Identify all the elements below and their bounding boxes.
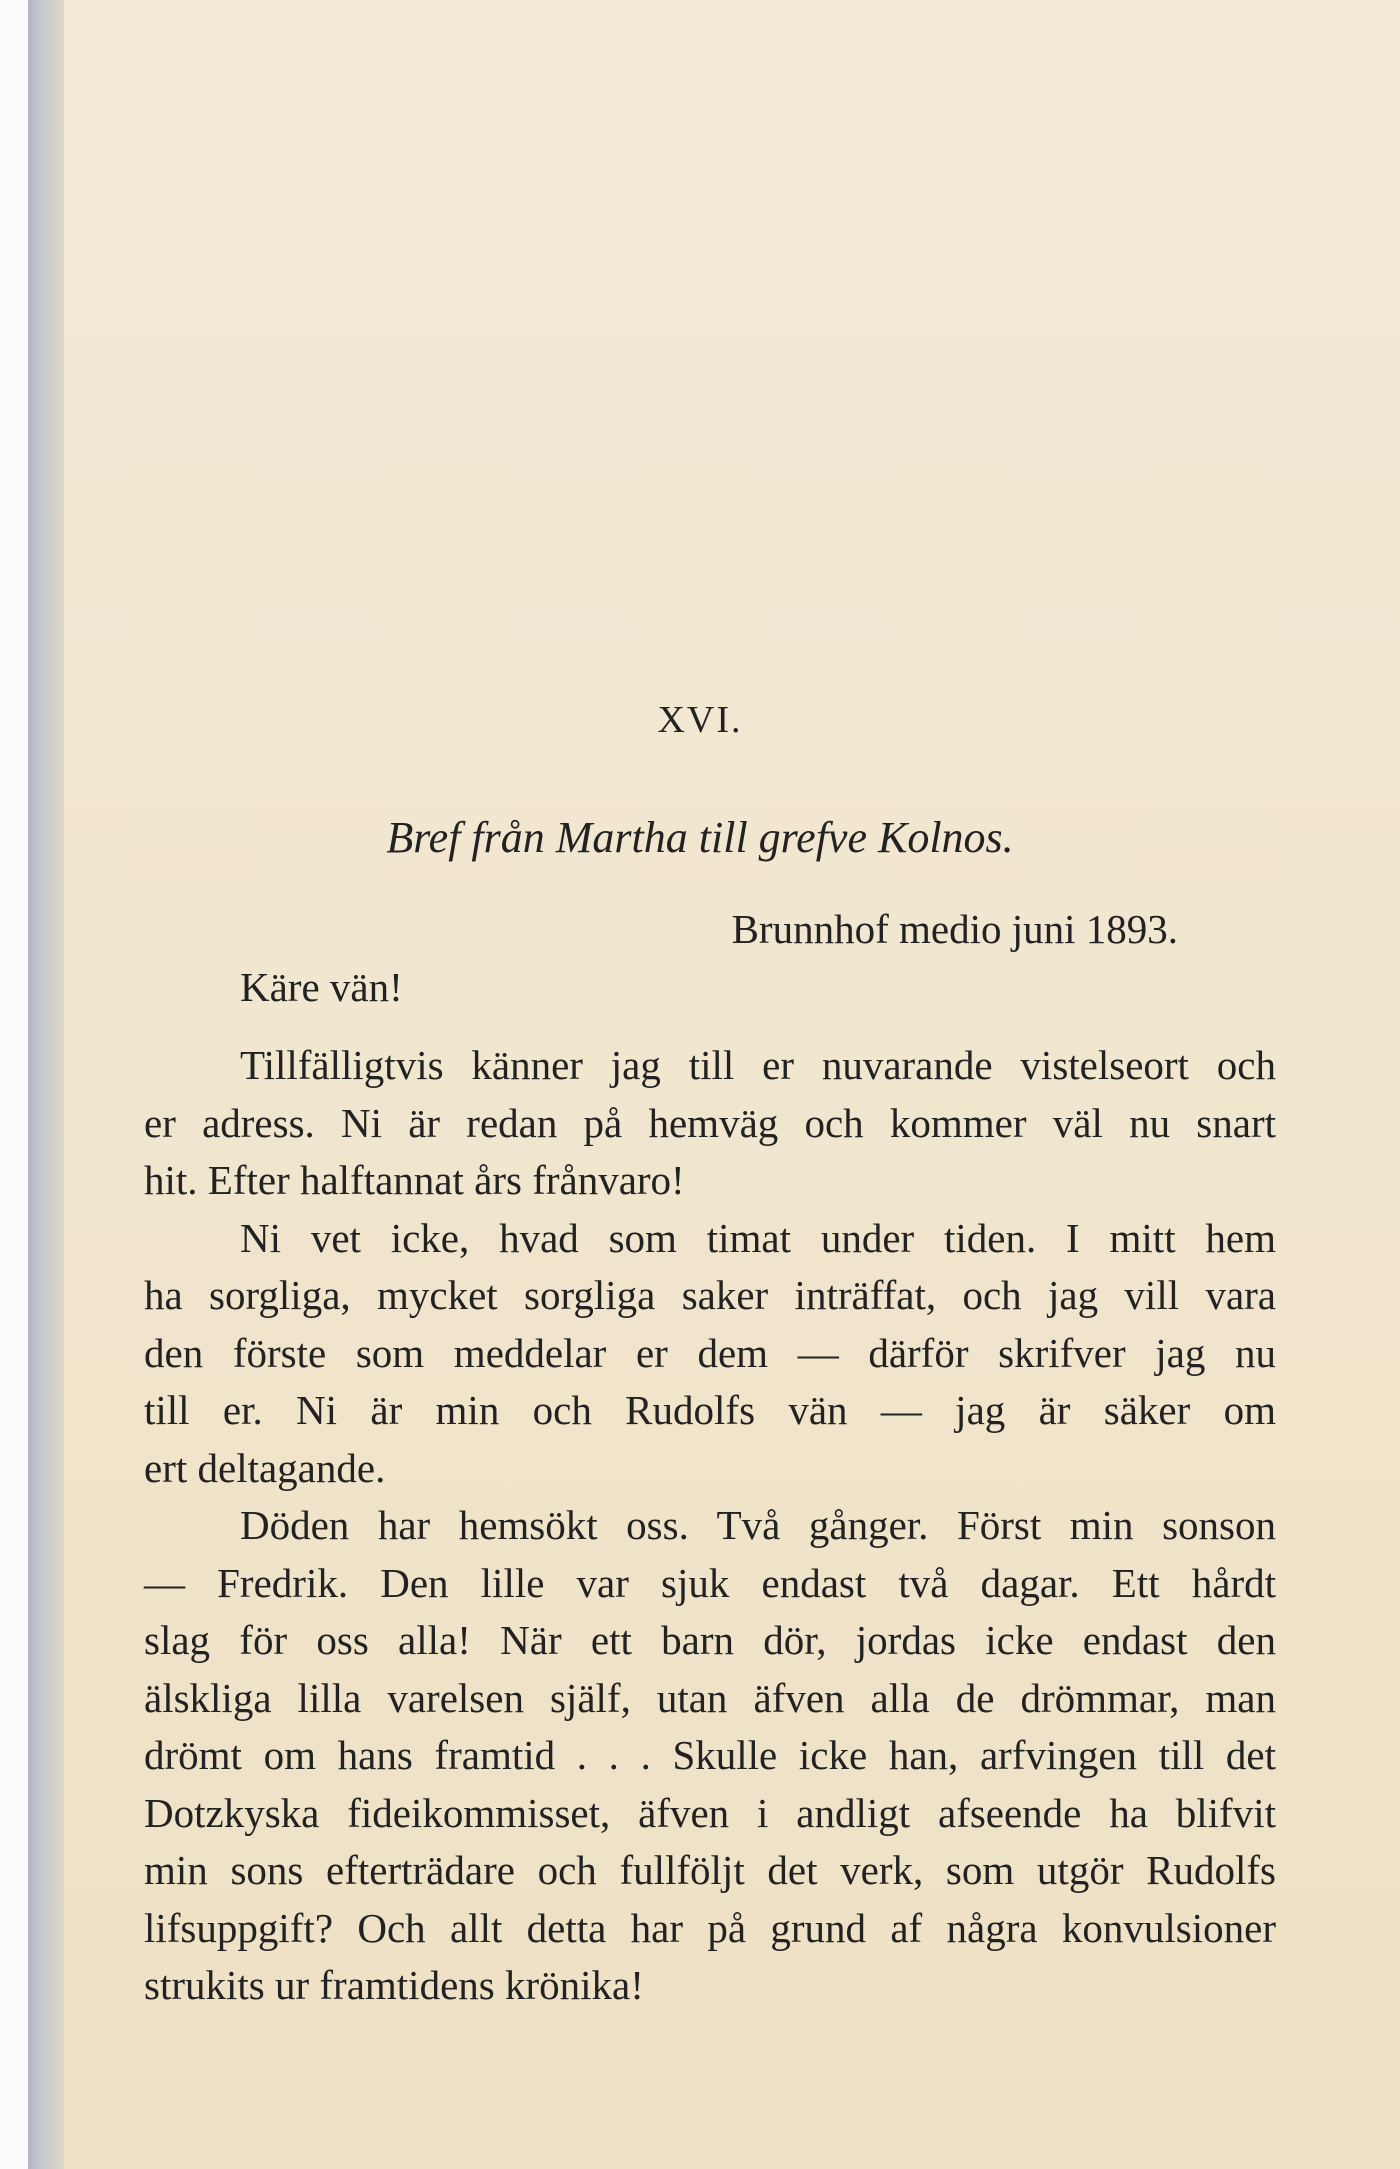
body-line: Ni vet icke, hvad som timat under tiden. I mitt hem: [240, 1214, 1276, 1261]
body-line: ha sorgliga, mycket sorgliga saker inträffat, och jag vill vara: [144, 1272, 1276, 1318]
scan-edge: [0, 0, 28, 2169]
body-line: Tillfälligtvis känner jag till er nuvarande vistelseort och: [240, 1042, 1276, 1088]
body-line: Döden har hemsökt oss. Två gånger. Först min sonson: [240, 1502, 1276, 1548]
body-line: Dotzkyska fideikommisset, äfven i andligt afseende ha blifvit: [144, 1789, 1276, 1836]
body-line: ert deltagande.: [144, 1444, 386, 1491]
letter-body: [144, 1037, 1276, 2015]
letter-dateline: Brunnhof medio juni 1893.: [731, 906, 1178, 952]
body-line: min sons efterträdare och fullföljt det verk, som utgör Rudolfs: [144, 1847, 1276, 1893]
body-line: er adress. Ni är redan på hemväg och kommer väl nu snart: [144, 1099, 1276, 1146]
letter-salutation: Käre vän!: [240, 964, 403, 1010]
chapter-number: XVI.: [657, 699, 743, 741]
body-line: drömt om hans framtid . . . Skulle icke han, arfvingen till det: [144, 1732, 1276, 1778]
body-line: — Fredrik. Den lille var sjuk endast två dagar. Ett hårdt: [144, 1559, 1276, 1606]
body-line: strukits ur framtidens krönika!: [144, 1962, 644, 2008]
body-line: lifsuppgift? Och allt detta har på grund af några konvulsioner: [144, 1904, 1276, 1951]
body-line: slag för oss alla! När ett barn dör, jordas icke endast den: [144, 1617, 1276, 1663]
body-line: till er. Ni är min och Rudolfs vän — jag är säker om: [144, 1387, 1276, 1433]
body-line: hit. Efter halftannat års frånvaro!: [144, 1157, 685, 1203]
letter-heading: Bref från Martha till grefve Kolnos.: [386, 813, 1014, 862]
body-line: den förste som meddelar er dem — därför skrifver jag nu: [144, 1329, 1276, 1376]
page-gutter: [28, 0, 64, 2169]
body-line: älskliga lilla varelsen själf, utan äfven alla de drömmar, man: [144, 1674, 1276, 1721]
